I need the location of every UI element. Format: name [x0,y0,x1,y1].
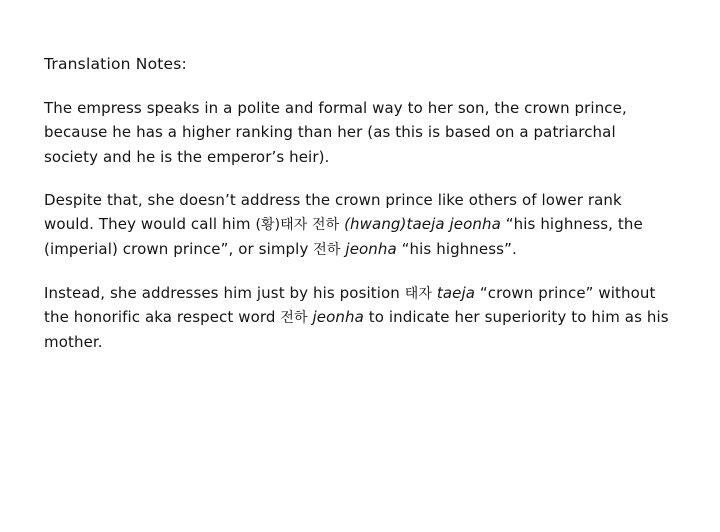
romanization-term: jeonha [345,239,397,258]
korean-term: 전하 [280,310,308,327]
korean-term: 태자 [404,285,433,302]
para-2 [44,188,669,262]
text-run: The empress speaks in a polite and formal way to her son, the crown prince, because he has a higher ranking than her (as this is based on a patriarchal society and he is the emperor’s heir). [44,99,627,166]
text-run: “his highness”. [396,239,517,258]
romanization-term: jeonha [312,308,364,327]
page-title: Translation Notes: [44,55,187,73]
romanization-term: taeja [436,283,476,302]
korean-term: 전하 [313,241,341,258]
korean-term: (황)태자 전하 [255,217,340,234]
romanization-term: (hwang)taeja jeonha [344,215,501,234]
para-3 [44,281,669,355]
text-run: Despite that, she doesn’t address the crown prince like others of lower rank would. They would call him [44,190,622,234]
para-1 [44,96,669,169]
text-run: “crown prince” without the honorific aka respect word [44,283,656,327]
text-run: “his highness, the (imperial) crown prince”, or simply [44,215,643,258]
text-run: Instead, she addresses him just by his position [44,283,405,302]
notes-body [44,96,676,354]
text-run: to indicate her superiority to him as his mother. [44,308,669,351]
